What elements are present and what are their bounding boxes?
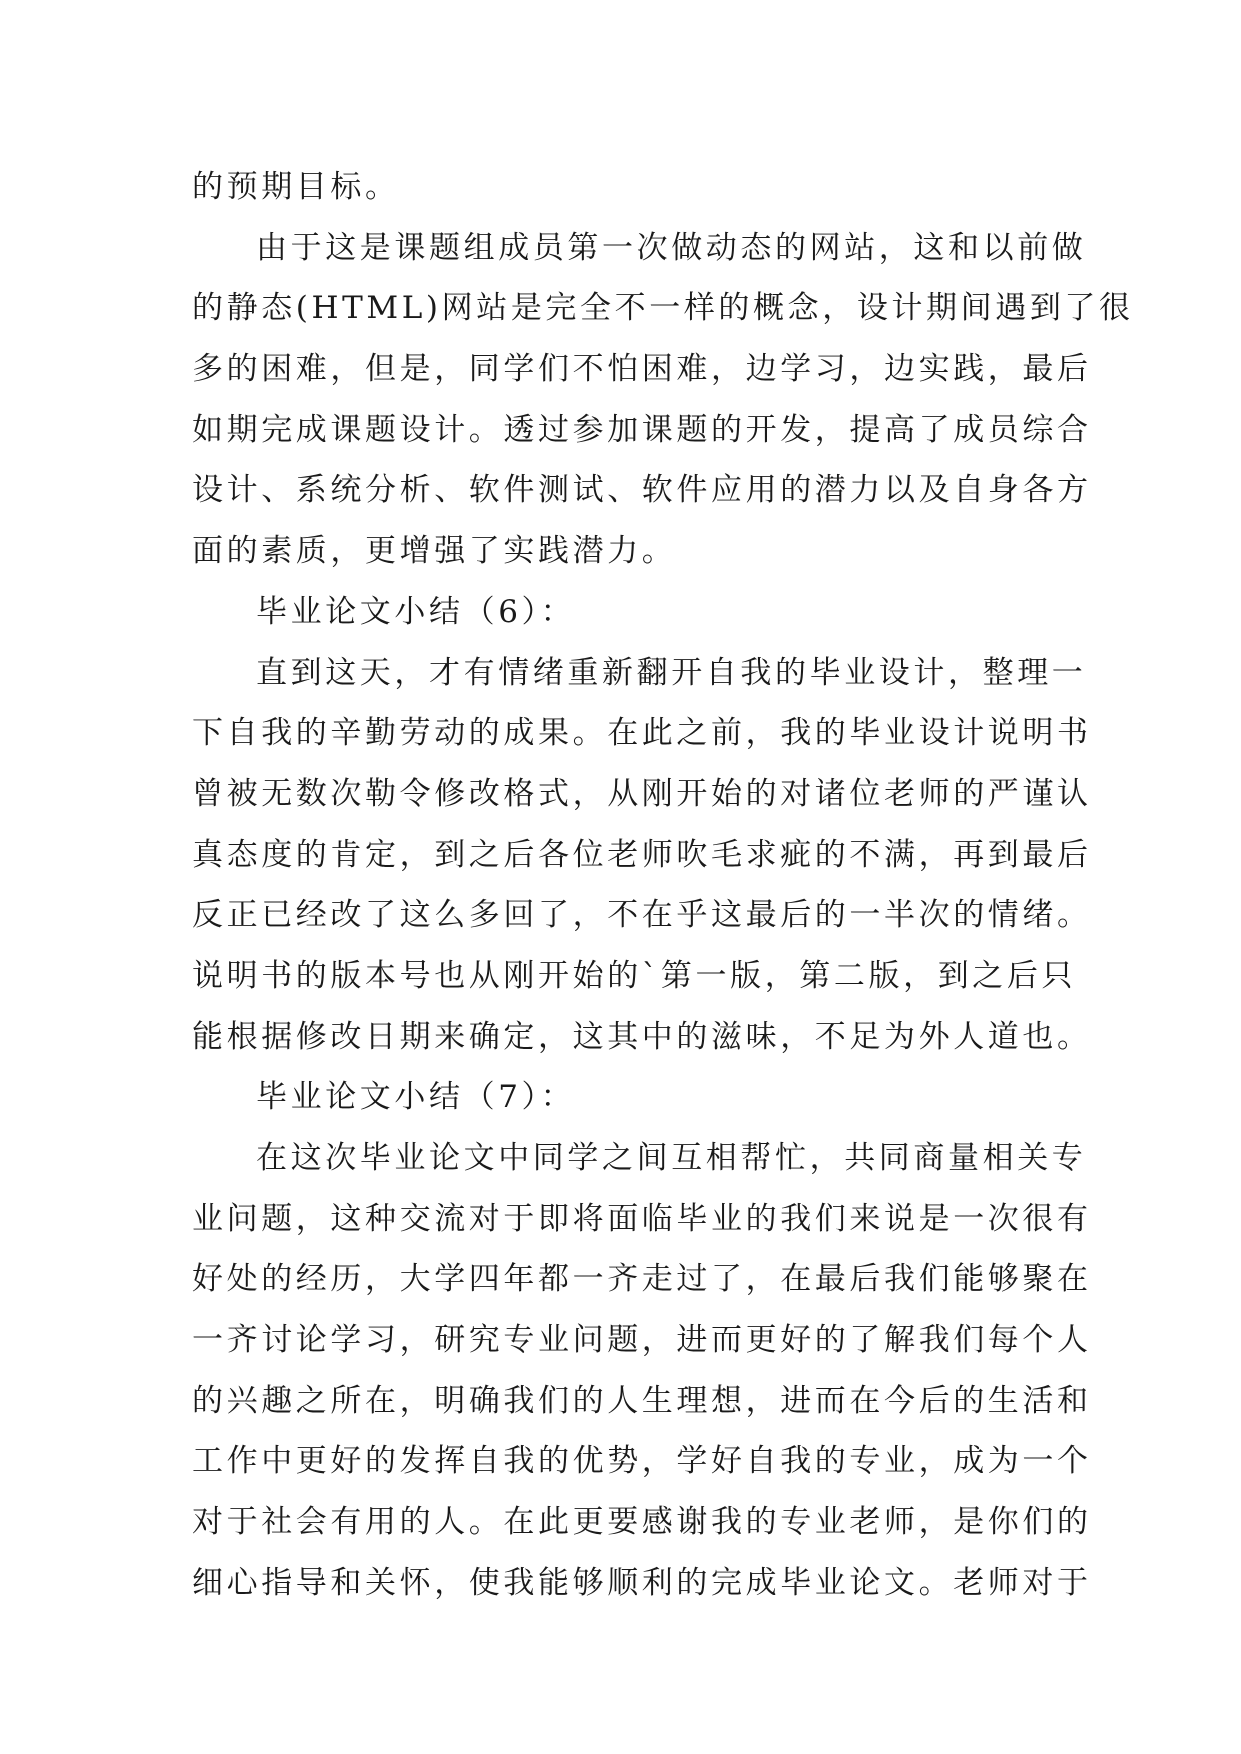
text-line: 由于这是课题组成员第一次做动态的网站，这和以前做 [256, 229, 1087, 266]
text-line: 说明书的版本号也从刚开始的`第一版，第二版，到之后只 [192, 957, 1077, 994]
text-line: 面的素质，更增强了实践潜力。 [192, 533, 677, 570]
text-line: 一齐讨论学习，研究专业问题，进而更好的了解我们每个人 [192, 1322, 1092, 1359]
text-line: 毕业论文小结（7）： [256, 1079, 576, 1116]
text-line: 设计、系统分析、软件测试、软件应用的潜力以及自身各方 [192, 472, 1092, 509]
text-line: 曾被无数次勒令修改格式，从刚开始的对诸位老师的严谨认 [192, 775, 1092, 812]
text-line: 能根据修改日期来确定，这其中的滋味，不足为外人道也。 [192, 1018, 1092, 1055]
text-line: 好处的经历，大学四年都一齐走过了，在最后我们能够聚在 [192, 1261, 1092, 1298]
text-line: 毕业论文小结（6）： [256, 593, 576, 630]
text-line: 反正已经改了这么多回了，不在乎这最后的一半次的情绪。 [192, 897, 1092, 934]
text-line: 对于社会有用的人。在此更要感谢我的专业老师，是你们的 [192, 1504, 1092, 1541]
text-line: 细心指导和关怀，使我能够顺利的完成毕业论文。老师对于 [192, 1564, 1092, 1601]
text-line: 真态度的肯定，到之后各位老师吹毛求疵的不满，再到最后 [192, 836, 1092, 873]
text-line: 业问题，这种交流对于即将面临毕业的我们来说是一次很有 [192, 1200, 1092, 1237]
text-line: 的预期目标。 [192, 169, 400, 205]
text-line: 如期完成课题设计。透过参加课题的开发，提高了成员综合 [192, 411, 1092, 448]
text-line: 工作中更好的发挥自我的优势，学好自我的专业，成为一个 [192, 1443, 1092, 1480]
text-line: 的静态(HTML)网站是完全不一样的概念，设计期间遇到了很 [192, 290, 1134, 327]
text-line: 多的困难，但是，同学们不怕困难，边学习，边实践，最后 [192, 351, 1092, 388]
body-text [192, 157, 1134, 1614]
text-line: 的兴趣之所在，明确我们的人生理想，进而在今后的生活和 [192, 1382, 1092, 1419]
text-line: 在这次毕业论文中同学之间互相帮忙，共同商量相关专 [256, 1140, 1087, 1176]
text-line: 直到这天，才有情绪重新翻开自我的毕业设计，整理一 [256, 654, 1087, 691]
text-line: 下自我的辛勤劳动的成果。在此之前，我的毕业设计说明书 [192, 715, 1092, 752]
